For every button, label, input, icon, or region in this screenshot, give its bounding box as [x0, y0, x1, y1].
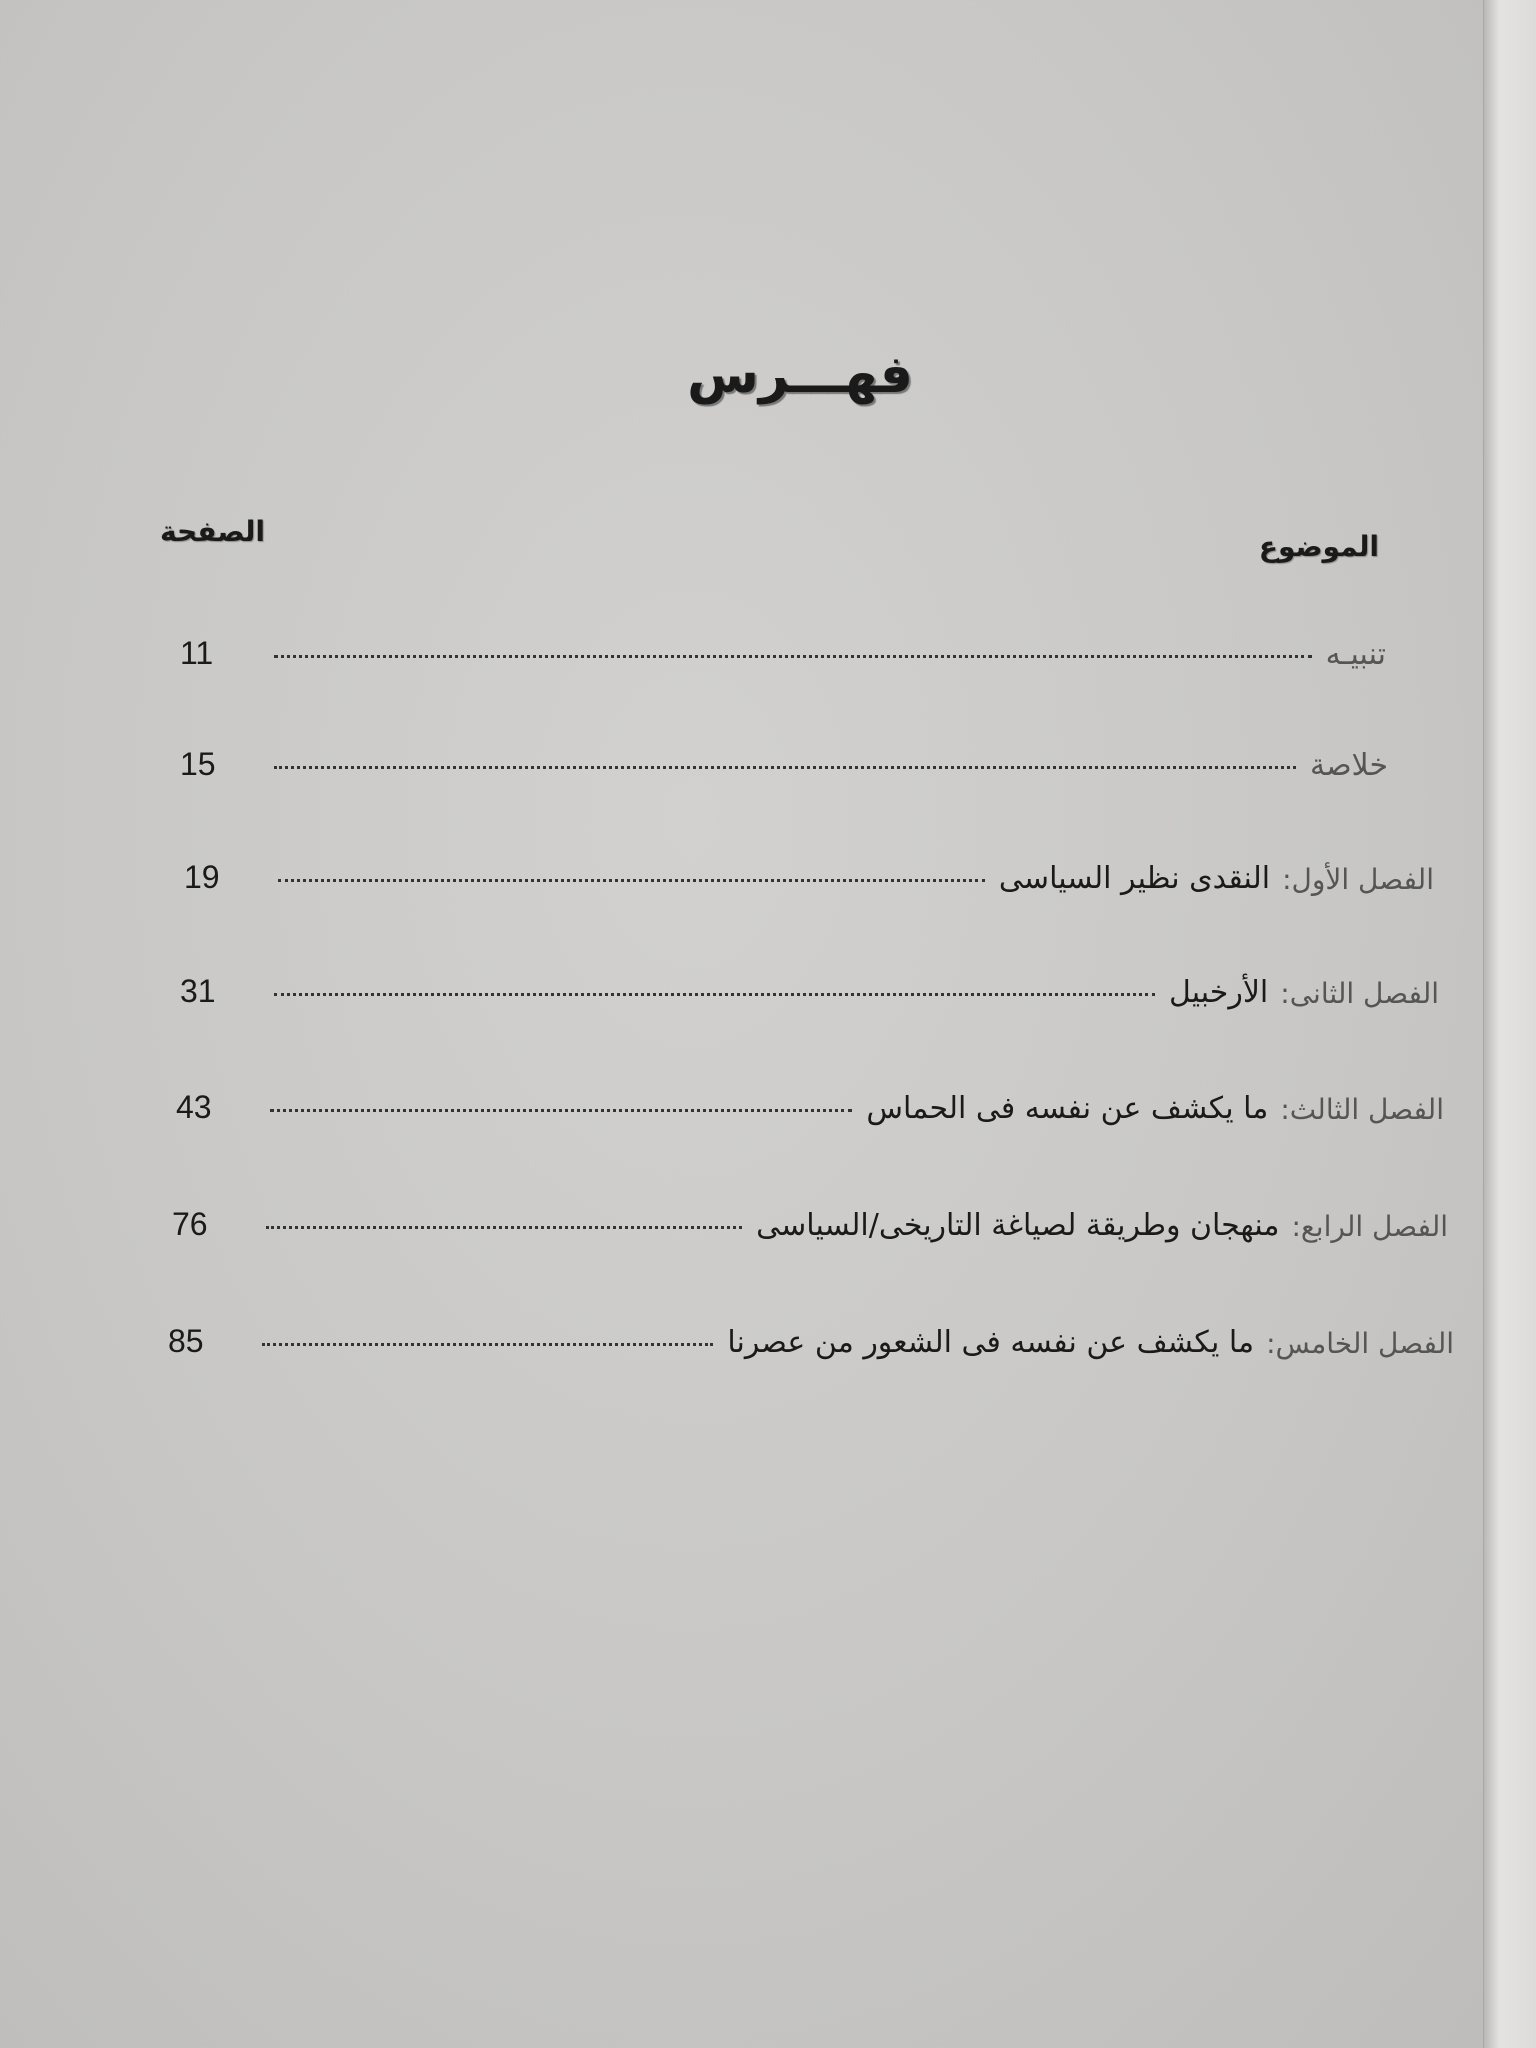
- toc-entry: [184, 836, 1434, 896]
- chapter-prefix: الفصل الرابع:: [1291, 1210, 1448, 1243]
- toc-entry: [172, 1183, 1448, 1243]
- entry-page: 43: [176, 1089, 212, 1125]
- entry-page: 31: [180, 973, 216, 1009]
- chapter-prefix: الفصل الثالث:: [1280, 1093, 1444, 1126]
- toc-entry: [176, 1066, 1444, 1126]
- entry-page: 11: [180, 635, 214, 671]
- adjacent-page-edge: [1483, 0, 1536, 2048]
- leader-dots: [274, 992, 1155, 996]
- leader-dots: [274, 765, 1296, 769]
- toc-entry: [168, 1300, 1454, 1360]
- entry-title: النقدى نظير السياسى: [998, 861, 1271, 896]
- entry-page: 19: [184, 859, 220, 895]
- entry-title: الأرخبيل: [1168, 975, 1269, 1010]
- entry-page: 85: [168, 1323, 204, 1359]
- chapter-prefix: الفصل الخامس:: [1266, 1327, 1454, 1360]
- leader-dots: [262, 1342, 713, 1346]
- toc-entry: [180, 612, 1386, 672]
- entry-title: ما يكشف عن نفسه فى الحماس: [866, 1091, 1269, 1126]
- topic-column-header: الموضوع: [1258, 530, 1379, 563]
- entry-title: منهجان وطريقة لصياغة التاريخى/السياسى: [756, 1208, 1280, 1243]
- toc-entry: [180, 950, 1439, 1010]
- leader-dots: [274, 654, 1312, 658]
- leader-dots: [270, 1108, 852, 1112]
- page-title: فهـــرس: [687, 345, 913, 405]
- toc-entry: [180, 723, 1388, 783]
- chapter-prefix: الفصل الثانى:: [1280, 977, 1439, 1010]
- chapter-prefix: الفصل الأول:: [1282, 863, 1434, 896]
- leader-dots: [266, 1225, 742, 1229]
- entry-page: 76: [172, 1206, 208, 1242]
- leader-dots: [278, 878, 985, 882]
- entry-page: 15: [180, 746, 216, 782]
- page-column-header: الصفحة: [160, 515, 266, 548]
- entry-title: ما يكشف عن نفسه فى الشعور من عصرنا: [727, 1325, 1255, 1360]
- entry-title: خلاصة: [1309, 748, 1388, 783]
- entry-title: تنبيـه: [1325, 637, 1386, 672]
